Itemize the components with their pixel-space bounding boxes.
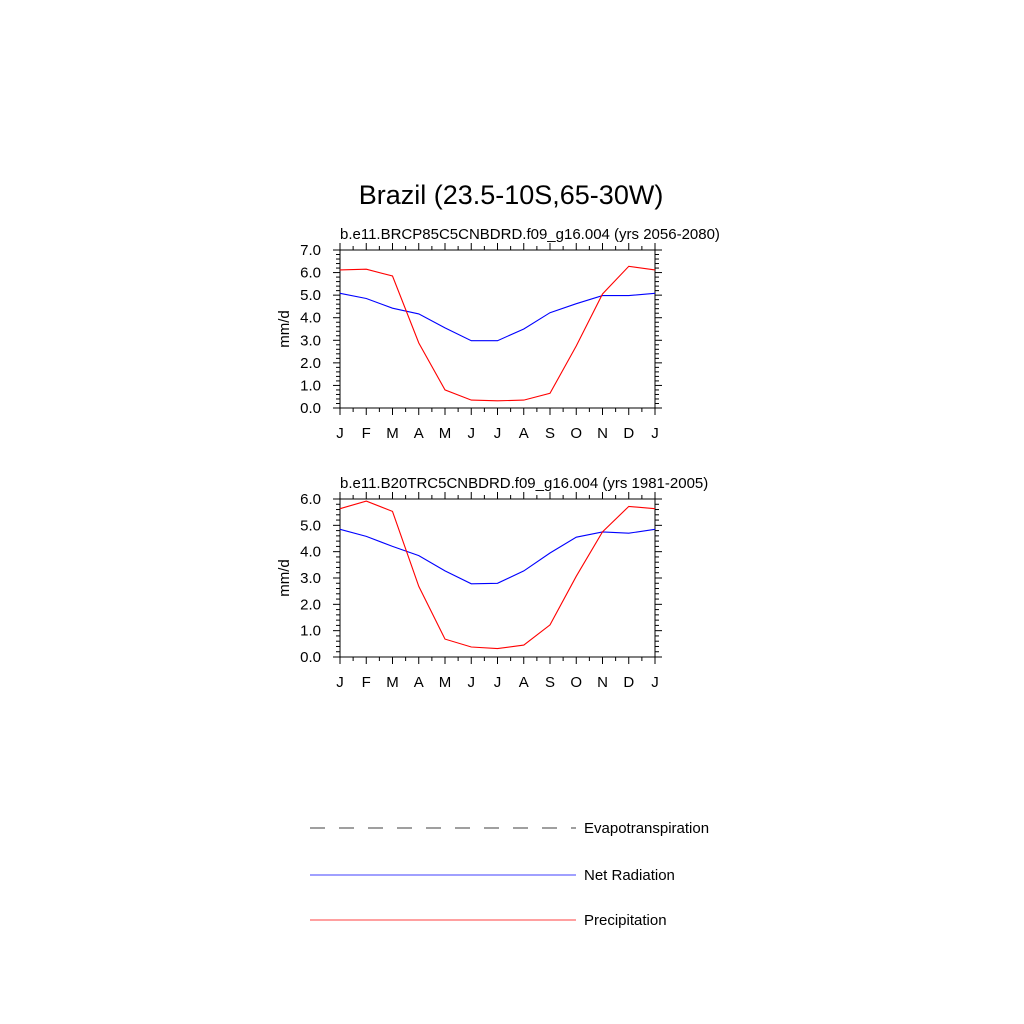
x-tick-label: N	[597, 425, 608, 442]
x-tick-label: O	[570, 425, 583, 442]
y-tick-label: 0.0	[300, 649, 321, 666]
x-tick-label: O	[570, 674, 583, 691]
x-tick-label: J	[467, 425, 475, 442]
y-tick-label: 0.0	[300, 400, 321, 417]
x-tick-label: J	[336, 674, 344, 691]
legend-item	[310, 867, 675, 884]
x-tick-label: S	[544, 674, 556, 691]
figure-title: Brazil (23.5-10S,65-30W)	[358, 180, 664, 210]
x-tick-label: J	[493, 674, 502, 691]
charts-layer	[276, 226, 720, 691]
chart-subtitle: b.e11.B20TRC5CNBDRD.f09_g16.004 (yrs 1981-2005)	[340, 475, 709, 492]
y-tick-label: 1.0	[300, 622, 321, 640]
series-line-net-radiation	[340, 529, 655, 584]
y-tick-label: 2.0	[300, 354, 321, 372]
y-tick-label: 5.0	[300, 517, 321, 535]
x-tick-label: N	[597, 674, 608, 691]
y-axis-label: mm/d	[276, 559, 293, 597]
y-axis-label: mm/d	[276, 310, 293, 348]
legend-label: Precipitation	[584, 912, 667, 929]
x-tick-label: A	[518, 425, 529, 442]
chart-1	[276, 226, 720, 442]
y-tick-label: 6.0	[300, 264, 321, 282]
plot-frame	[340, 250, 655, 408]
x-tick-label: J	[651, 425, 659, 442]
legend-item	[310, 912, 667, 929]
x-tick-label: J	[651, 674, 659, 691]
y-tick-label: 3.0	[300, 332, 321, 350]
x-tick-label: J	[336, 425, 344, 442]
x-tick-label: F	[361, 425, 371, 442]
y-tick-label: 4.0	[300, 543, 321, 561]
series-line-precipitation	[340, 266, 655, 401]
legend	[310, 820, 709, 929]
chart-subtitle: b.e11.BRCP85C5CNBDRD.f09_g16.004 (yrs 2056-2080)	[340, 226, 720, 243]
series-line-precipitation	[340, 501, 655, 648]
legend-label: Evapotranspiration	[584, 820, 710, 837]
series-line-net-radiation	[340, 293, 655, 340]
x-tick-label: A	[413, 674, 424, 691]
y-tick-label: 6.0	[300, 491, 321, 508]
chart-2	[276, 475, 708, 691]
y-tick-label: 7.0	[300, 242, 321, 259]
legend-label: Net Radiation	[584, 867, 675, 884]
x-tick-label: A	[518, 674, 529, 691]
x-tick-label: M	[438, 674, 452, 691]
y-tick-label: 1.0	[300, 377, 321, 395]
y-tick-label: 3.0	[300, 570, 321, 587]
x-tick-label: J	[493, 425, 502, 442]
x-tick-label: M	[386, 674, 399, 691]
y-tick-label: 5.0	[300, 287, 321, 305]
y-tick-label: 2.0	[300, 596, 321, 614]
x-tick-label: A	[413, 425, 424, 442]
x-tick-label: J	[467, 674, 475, 691]
x-tick-label: M	[438, 425, 452, 442]
x-tick-label: S	[544, 425, 556, 442]
y-tick-label: 4.0	[300, 309, 321, 327]
x-tick-label: D	[623, 425, 635, 442]
x-tick-label: M	[386, 425, 399, 442]
x-tick-label: F	[361, 674, 371, 691]
legend-item	[310, 820, 709, 837]
x-tick-label: D	[623, 674, 635, 691]
plot-frame	[340, 499, 655, 657]
